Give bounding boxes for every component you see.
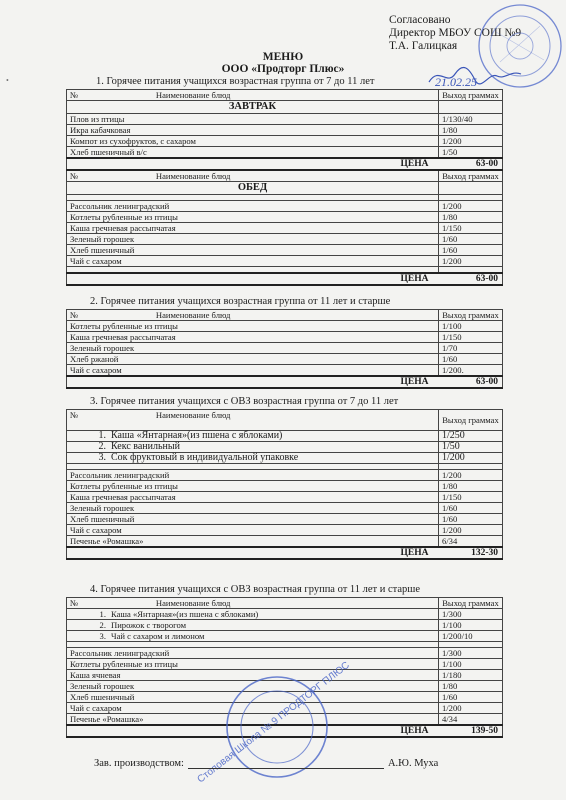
header-name: Наименование блюд bbox=[155, 598, 231, 608]
header-name: Наименование блюд bbox=[155, 90, 231, 100]
price-label: ЦЕНА bbox=[67, 158, 439, 170]
dish-name: Хлеб пшеничный в/с bbox=[67, 147, 439, 159]
table-row bbox=[67, 609, 503, 620]
table-row bbox=[67, 659, 503, 670]
section4-price: 139-50 bbox=[439, 725, 503, 737]
section3-table bbox=[66, 409, 503, 560]
dish-name: Котлеты рубленные из птицы bbox=[67, 481, 439, 492]
dish-name: Чай с сахаром bbox=[67, 525, 439, 536]
dish-name: Пирожок с творогом bbox=[111, 620, 187, 630]
dish-yield: 1/150 bbox=[439, 492, 503, 503]
table-row bbox=[67, 136, 503, 147]
table-row bbox=[67, 147, 503, 159]
dish-yield: 1/150 bbox=[439, 332, 503, 343]
dish-yield: 1/150 bbox=[439, 223, 503, 234]
table-row bbox=[67, 223, 503, 234]
dish-name: Сок фруктовый в индивидуальной упаковке bbox=[111, 452, 299, 463]
dish-name: Печенье «Ромашка» bbox=[67, 714, 439, 726]
table-row bbox=[67, 453, 503, 464]
table-row bbox=[67, 481, 503, 492]
dish-name: Котлеты рубленные из птицы bbox=[67, 659, 439, 670]
header-num: № bbox=[70, 90, 79, 100]
table-row bbox=[67, 631, 503, 642]
signature-line bbox=[94, 758, 438, 769]
dish-yield: 1/80 bbox=[439, 681, 503, 692]
dish-yield: 1/80 bbox=[439, 212, 503, 223]
dish-yield: 1/180 bbox=[439, 670, 503, 681]
signature-underline bbox=[188, 759, 384, 769]
table-row bbox=[67, 354, 503, 365]
header-name-cell bbox=[67, 90, 439, 101]
table-row bbox=[67, 321, 503, 332]
table-row bbox=[67, 492, 503, 503]
item-number: 2. bbox=[98, 441, 106, 452]
header-num: № bbox=[70, 598, 79, 608]
dish-yield: 1/300 bbox=[439, 648, 503, 659]
dish-yield: 1/60 bbox=[439, 354, 503, 365]
dish-name: Рассольник ленинградский bbox=[67, 201, 439, 212]
dish-yield: 1/100 bbox=[439, 321, 503, 332]
dish-name: Плов из птицы bbox=[67, 114, 439, 125]
header-name: Наименование блюд bbox=[155, 171, 231, 181]
dish-name: Каша «Янтарная»(из пшена с яблоками) bbox=[111, 609, 259, 619]
table-row bbox=[67, 525, 503, 536]
approval-title: Согласовано bbox=[389, 14, 451, 26]
dish-name: Компот из сухофруктов, с сахаром bbox=[67, 136, 439, 147]
dish-yield: 1/200/10 bbox=[439, 631, 503, 642]
dish-yield: 1/200 bbox=[439, 703, 503, 714]
table-row bbox=[67, 114, 503, 125]
dish-yield: 1/200 bbox=[439, 525, 503, 536]
dish-yield: 1/200 bbox=[439, 136, 503, 147]
table-row bbox=[67, 332, 503, 343]
dish-yield: 1/200 bbox=[439, 256, 503, 267]
dish-yield: 1/300 bbox=[439, 609, 503, 620]
dish-name: Печенье «Ромашка» bbox=[67, 536, 439, 548]
dish-yield: 1/200 bbox=[439, 453, 503, 464]
table-row bbox=[67, 431, 503, 442]
dish-name: Каша «Янтарная»(из пшена с яблоками) bbox=[111, 430, 283, 441]
table-row bbox=[67, 234, 503, 245]
dish-yield: 1/100 bbox=[439, 620, 503, 631]
breakfast-label: ЗАВТРАК bbox=[67, 101, 439, 114]
price-label: ЦЕНА bbox=[67, 376, 439, 388]
table-row bbox=[67, 125, 503, 136]
header-yield: Выход граммах bbox=[439, 410, 503, 431]
dish-name: Икра кабачковая bbox=[67, 125, 439, 136]
section3-price: 132-30 bbox=[439, 547, 503, 559]
dish-name: Чай с сахаром и лимоном bbox=[111, 631, 205, 641]
table-row bbox=[67, 343, 503, 354]
dish-yield: 6/34 bbox=[439, 536, 503, 548]
dish-name: Каша гречневая рассыпчатая bbox=[67, 492, 439, 503]
dish-name: Зеленый горошек bbox=[67, 503, 439, 514]
breakfast-price: 63-00 bbox=[439, 158, 503, 170]
dish-yield: 1/60 bbox=[439, 245, 503, 256]
table-row bbox=[67, 470, 503, 481]
section2-heading: 2. Горячее питания учащихся возрастная группа от 11 лет и старше bbox=[90, 296, 391, 307]
section2-price: 63-00 bbox=[439, 376, 503, 388]
dish-yield: 1/60 bbox=[439, 692, 503, 703]
dish-yield: 1/60 bbox=[439, 234, 503, 245]
table-row bbox=[67, 648, 503, 659]
header-num: № bbox=[70, 171, 79, 181]
table-row bbox=[67, 503, 503, 514]
section4-heading: 4. Горячее питания учащихся с ОВЗ возрастная группа от 11 лет и старше bbox=[90, 584, 421, 595]
dish-name: Зеленый горошек bbox=[67, 681, 439, 692]
item-number: 3. bbox=[99, 631, 106, 641]
dish-yield: 1/200. bbox=[439, 365, 503, 377]
header-num: № bbox=[70, 310, 79, 320]
header-yield: Выход граммах bbox=[439, 310, 503, 321]
approval-director: Директор МБОУ СОШ №9 bbox=[389, 27, 522, 39]
dish-name: Рассольник ленинградский bbox=[67, 648, 439, 659]
header-num: № bbox=[70, 410, 79, 420]
header-name: Наименование блюд bbox=[155, 410, 231, 420]
approval-name: Т.А. Галицкая bbox=[389, 40, 458, 52]
table-row bbox=[67, 620, 503, 631]
dish-yield: 1/80 bbox=[439, 481, 503, 492]
dish-yield: 1/130/40 bbox=[439, 114, 503, 125]
dish-name: Котлеты рубленные из птицы bbox=[67, 321, 439, 332]
price-label: ЦЕНА bbox=[67, 273, 439, 285]
dish-yield: 4/34 bbox=[439, 714, 503, 726]
table-row bbox=[67, 514, 503, 525]
dish-name: Зеленый горошек bbox=[67, 234, 439, 245]
dish-name: Хлеб пшеничный bbox=[67, 514, 439, 525]
table-row bbox=[67, 256, 503, 267]
dish-yield: 1/50 bbox=[439, 147, 503, 159]
item-number: 3. bbox=[98, 452, 106, 463]
price-label: ЦЕНА bbox=[67, 725, 439, 737]
dish-name: Каша ячневая bbox=[67, 670, 439, 681]
dish-yield: 1/200 bbox=[439, 470, 503, 481]
dish-yield: 1/200 bbox=[439, 201, 503, 212]
section2-table bbox=[66, 309, 503, 389]
dish-name: Хлеб пшеничный bbox=[67, 692, 439, 703]
item-number: 1. bbox=[99, 609, 106, 619]
dish-name: Чай с сахаром bbox=[67, 365, 439, 377]
table-row bbox=[67, 536, 503, 548]
stamp-text: Столовая Школа № 9 ПРОДТОРГ ПЛЮС bbox=[195, 659, 352, 786]
table-row bbox=[67, 201, 503, 212]
dish-yield: 1/50 bbox=[439, 442, 503, 453]
table-row bbox=[67, 212, 503, 223]
dish-yield: 1/60 bbox=[439, 514, 503, 525]
dish-name: Котлеты рубленные из птицы bbox=[67, 212, 439, 223]
signature-name: А.Ю. Муха bbox=[387, 758, 439, 769]
table-row bbox=[67, 365, 503, 377]
company-title: ООО «Продторг Плюс» bbox=[221, 63, 345, 75]
dish-name: Рассольник ленинградский bbox=[67, 470, 439, 481]
signature-role: Зав. производством: bbox=[94, 758, 184, 769]
dish-name: Каша гречневая рассыпчатая bbox=[67, 223, 439, 234]
dish-name: Чай с сахаром bbox=[67, 703, 439, 714]
item-number: 2. bbox=[99, 620, 106, 630]
section1-heading: 1. Горячее питания учащихся возрастная группа от 7 до 11 лет bbox=[96, 76, 375, 87]
price-label: ЦЕНА bbox=[67, 547, 439, 559]
dish-name: Каша гречневая рассыпчатая bbox=[67, 332, 439, 343]
header-yield: Выход граммах bbox=[439, 598, 503, 609]
lunch-label: ОБЕД bbox=[67, 182, 439, 195]
dish-yield: 1/70 bbox=[439, 343, 503, 354]
dish-yield: 1/100 bbox=[439, 659, 503, 670]
header-name: Наименование блюд bbox=[155, 310, 231, 320]
dish-yield: 1/60 bbox=[439, 503, 503, 514]
dish-yield: 1/80 bbox=[439, 125, 503, 136]
menu-title: МЕНЮ bbox=[262, 51, 304, 63]
section1-breakfast-table bbox=[66, 89, 503, 286]
dish-yield: 1/250 bbox=[439, 431, 503, 442]
header-yield: Выход граммах bbox=[439, 90, 503, 101]
dish-name: Кекс ванильный bbox=[111, 441, 180, 452]
item-number: 1. bbox=[98, 430, 106, 441]
section3-heading: 3. Горячее питания учащихся с ОВЗ возрастная группа от 7 до 11 лет bbox=[90, 396, 399, 407]
margin-mark: • bbox=[6, 76, 9, 85]
table-row bbox=[67, 245, 503, 256]
dish-name: Хлеб пшеничный bbox=[67, 245, 439, 256]
lunch-price: 63-00 bbox=[439, 273, 503, 285]
header-yield: Выход граммах bbox=[439, 170, 503, 182]
dish-name: Чай с сахаром bbox=[67, 256, 439, 267]
dish-name: Хлеб ржаной bbox=[67, 354, 439, 365]
dish-name: Зеленый горошек bbox=[67, 343, 439, 354]
table-row bbox=[67, 442, 503, 453]
approval-date: 21.02.25 bbox=[435, 75, 477, 89]
